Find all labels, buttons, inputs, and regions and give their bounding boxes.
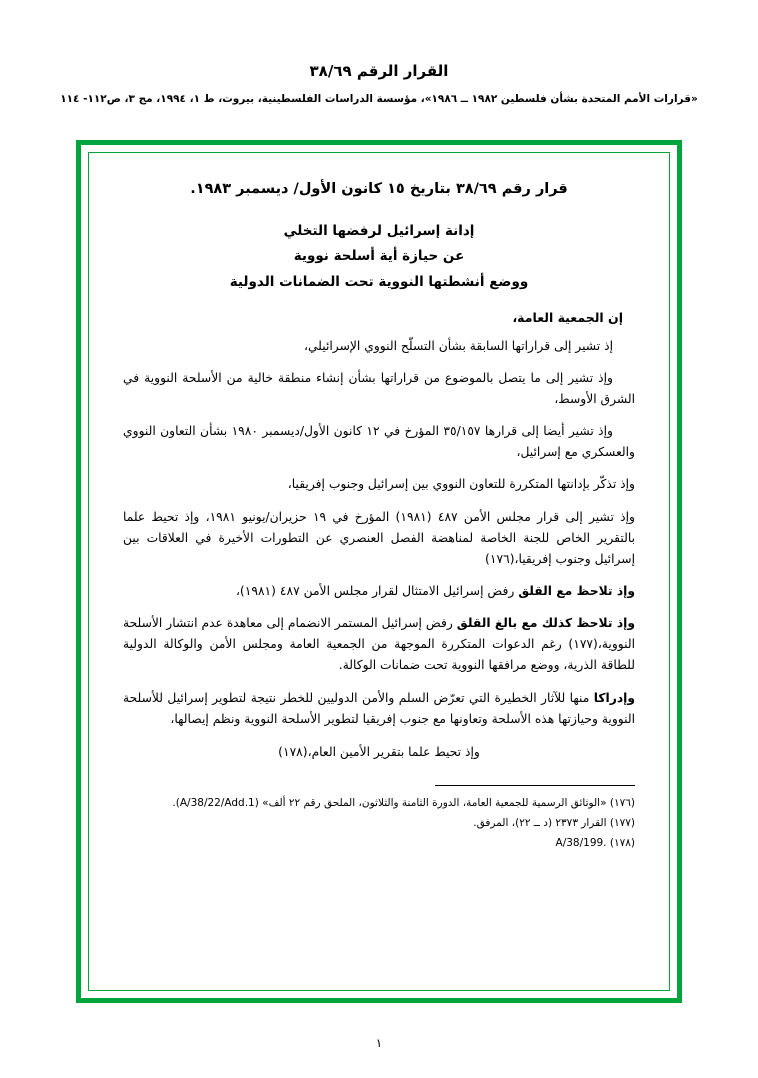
paragraph: وإذ تذكّر بإدانتها المتكررة للتعاون النووي بين إسرائيل وجنوب إفريقيا، [287, 477, 635, 492]
green-border-frame [76, 140, 682, 1003]
resolution-body [88, 152, 670, 991]
footnotes [123, 794, 635, 853]
footnote-text: «الوثائق الرسمية للجمعية العامة، الدورة الثامنة والثلاثون، الملحق رقم ٢٢ ألف» (A/38/22/Add.1). [172, 796, 607, 809]
source-citation: «قرارات الأمم المتحدة بشأن فلسطين ١٩٨٢ ــ ١٩٨٦»، مؤسسة الدراسات الفلسطينية، بيروت، ط ١، ١٩٩٤، مج ٣، ص١١٢- ١١٤ [60, 92, 698, 105]
footnote-text: A/38/199. [555, 837, 607, 850]
footnote-marker: (١٧٧) [609, 817, 635, 830]
footnote-marker: (١٧٨) [609, 837, 635, 850]
paragraph [123, 581, 635, 602]
paragraph-text: رفض إسرائيل الامتثال لقرار مجلس الأمن ٤٨٧ (١٩٨١)، [235, 583, 519, 598]
resolution-title-line-1: إدانة إسرائيل لرفضها التخلي [283, 222, 475, 239]
footnote-item [123, 834, 635, 852]
paragraph-lead: وإذ تلاحظ كذلك مع بالغ القلق [456, 616, 635, 631]
footnote-divider [435, 785, 635, 786]
footnote-marker: (١٧٦) [609, 796, 635, 809]
paragraph: وإذ تشير أيضا إلى قرارها ٣٥/١٥٧ المؤرخ في ١٢ كانون الأول/ديسمبر ١٩٨٠ بشأن التعاون النووي والعسكري مع إسرائيل، [123, 424, 635, 460]
paragraph-text: رفض إسرائيل المستمر الانضمام إلى معاهدة عدم انتشار الأسلحة النووية،(١٧٧) رغم الدعوات المتكررة الموجهة من الجمعية العامة ومجلس الأمن والوكالة الدولية للطاقة الذرية، ووضع مرافقها النووية تحت ضمانات الوكالة. [123, 616, 635, 673]
footnote-item [123, 814, 635, 832]
resolution-title-line-2: عن حيازة أية أسلحة نووية [293, 248, 465, 265]
paragraph: وإذ تشير إلى قرار مجلس الأمن ٤٨٧ (١٩٨١) المؤرخ في ١٩ حزيران/يونيو ١٩٨١، وإذ تحيط علما بالتقرير الخاص للجنة الخاصة لمناهضة الفصل العنصري عن التطورات الأخيرة في العلاقات بين إسرائيل وجنوب إفريقيا،(١٧٦) [123, 509, 635, 566]
paragraph: إذ تشير إلى قراراتها السابقة بشأن التسلّح النووي الإسرائيلي، [303, 338, 613, 353]
paragraph: وإذ تشير إلى ما يتصل بالموضوع من قراراتها بشأن إنشاء منطقة خالية من الأسلحة النووية في الشرق الأوسط، [123, 370, 635, 406]
document-header [0, 0, 758, 106]
paragraph [123, 613, 635, 676]
paragraph-text: منها للآثار الخطيرة التي تعرّض السلم والأمن الدوليين للخطر نتيجة لتطوير إسرائيل للأسلحة النووية وحيازتها هذه الأسلحة وتعاونها مع جنوب إفريقيا لتطوير الأسلحة النووية ونظم إيصالها، [123, 690, 635, 726]
paragraph-lead: وإذ تلاحظ مع القلق [518, 583, 635, 598]
resolution-intro: إن الجمعية العامة، [512, 309, 623, 325]
paragraph [123, 688, 635, 730]
page-number: ١ [375, 1036, 383, 1050]
footnote-text: القرار ٢٣٧٣ (د ــ ٢٢)، المرفق. [473, 817, 607, 830]
resolution-title-line-3: ووضع أنشطتها النووية تحت الضمانات الدولية [229, 274, 529, 291]
footnote-item [123, 794, 635, 812]
closing-note: وإذ تحيط علما بتقرير الأمين العام،(١٧٨) [278, 744, 480, 759]
resolution-heading: قرار رقم ٣٨/٦٩ بتاريخ ١٥ كانون الأول/ ديسمبر ١٩٨٣. [190, 181, 568, 197]
paragraph-lead: وإدراكا [593, 690, 635, 705]
page-title: القرار الرقم ٣٨/٦٩ [309, 62, 449, 80]
resolution-title [123, 219, 635, 296]
